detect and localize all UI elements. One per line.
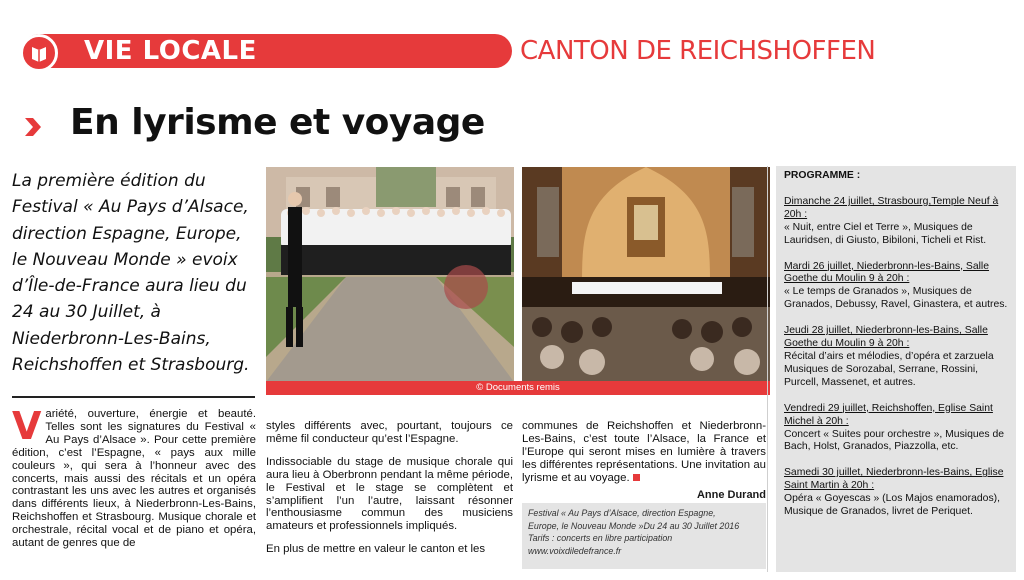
choir-outdoor-photo [266,167,514,382]
info-line: www.voixdiledefrance.fr [528,545,622,556]
event-desc: Récital d’airs et mélodies, d’opéra et zarzuela Musiques de Sorozabal, Serrane, Rossini, Purcell, Massenet, et autres. [784,350,994,388]
event-desc: Opéra « Goyescas » (Los Majos enamorados), Musique de Granados, livret de Periquet. [784,493,1000,518]
body-column-3 [522,420,766,485]
chevron-right-icon [22,116,44,143]
column-divider [767,166,768,572]
divider [12,396,255,398]
book-icon [20,34,58,72]
event-date: Dimanche 24 juillet, Strasbourg,Temple Neuf à 20h : [784,195,999,220]
lede-paragraph: La première édition du Festival « Au Pays d’Alsace, direction Espagne, Europe, le Nouveau Monde » evoix d’Île-de-France aura lieu du 24 au 30 Juillet, à Niederbronn-Les-Bains, Reichshoffen et Strasbourg. [12,171,250,376]
drop-cap: V [12,404,42,448]
end-mark-icon [633,474,640,481]
info-line: Tarifs : concerts en libre participation [528,533,673,543]
headline: En lyrisme et voyage [70,102,485,143]
church-concert-photo [522,167,770,382]
section-label: VIE LOCALE [84,36,257,66]
body-paragraph: Indissociable du stage de musique chorale qui aura lieu à Oberbronn pendant la même période, le Festival et le stage se complètent et s’amplifient l’un l’autre, laissant résonner l’enthousiasme commun des musiciens amateurs et professionnels impliqués. [266,455,513,533]
photo-credit: © Documents remis [476,382,560,393]
canton-title: CANTON DE REICHSHOFFEN [520,36,876,66]
event-desc: Concert « Suites pour orchestre », Musiques de Bach, Holst, Granados, Piazzolla, etc. [784,428,1005,453]
event-desc: « Nuit, entre Ciel et Terre », Musiques de Lauridsen, di Giusto, Bibiloni, Ticheli et Rist. [784,221,987,246]
event-date: Jeudi 28 juillet, Niederbronn-les-Bains, Salle Goethe du Moulin 9 à 20h : [784,325,988,350]
programme-event [784,403,1012,455]
info-line: Europe, le Nouveau Monde »Du 24 au 30 Juillet 2016 [528,520,740,531]
body-paragraph: communes de Reichshoffen et Niederbronn-Les-Bains, c’est toute l’Alsace, la France et l’Europe qui seront mises en lumière à travers les différentes représentations. Une invitation au lyrisme et au voyage. [522,420,766,484]
event-date: Mardi 26 juillet, Niederbronn-les-Bains, Salle Goethe du Moulin 9 à 20h : [784,260,990,285]
programme-list [784,170,1012,532]
body-column-1 [12,404,256,550]
event-date: Vendredi 29 juillet, Reichshoffen, Eglise Saint Michel à 20h : [784,402,993,427]
body-text: ariété, ouverture, énergie et beauté. Telles sont les signatures du Festival « Au Pays d’Alsace ». Pour cette première édition, c’est l’Espagne, « pays aux mille couleurs », qui sera à l’honneur avec des concerts, mais aussi des récitals et un opéra contrastant les uns avec les autres et organisés dans différents lieux, à Niederbronn-Les-Bains, Reichshoffen et Strasbourg. Musique chorale et orchestrale, récital vocal et de piano et opéra, autant de genres que de [12,408,256,550]
body-paragraph: styles différents avec, pourtant, toujours ce même fil conducteur qu’est l’Espagne. [266,420,513,445]
event-desc: « Le temps de Granados », Musiques de Granados, Debussy, Ravel, Ginastera, et autres. [784,286,1008,311]
body-paragraph: En plus de mettre en valeur le canton et les [266,543,486,556]
programme-event [784,325,1012,390]
programme-event [784,467,1012,519]
programme-title: PROGRAMME : [784,170,861,181]
info-box [522,503,766,569]
author-byline: Anne Durand [696,489,766,501]
event-date: Samedi 30 juillet, Niederbronn-les-Bains, Eglise Saint Martin à 20h : [784,467,1004,492]
programme-event [784,261,1012,313]
info-line: Festival « Au Pays d’Alsace, direction Espagne, [528,508,716,518]
body-column-2 [266,420,513,566]
programme-event [784,196,1012,248]
